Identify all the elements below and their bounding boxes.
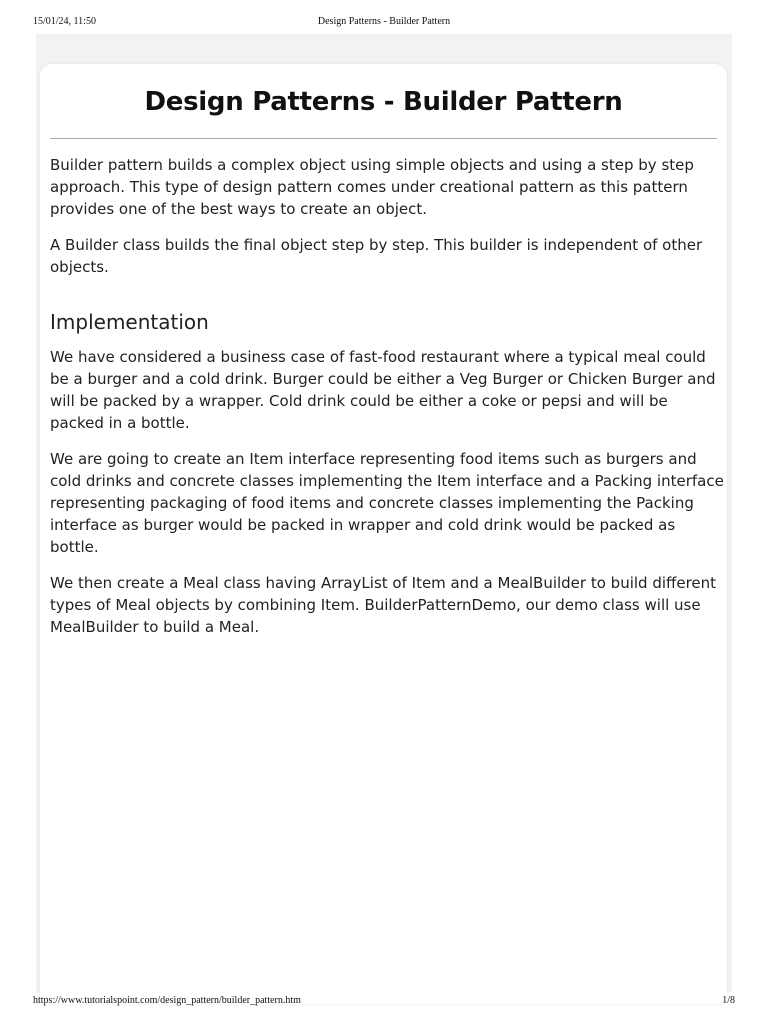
print-header — [0, 16, 768, 30]
page-title: Design Patterns - Builder Pattern — [144, 87, 623, 117]
intro-paragraph: Builder pattern builds a complex object using simple objects and using a step by step approach. This type of design pattern comes under creational pattern as this pattern provides one of the best ways to create an object. — [50, 156, 694, 218]
article-body — [50, 154, 726, 652]
section-heading-implementation: Implementation — [50, 310, 209, 334]
print-footer — [0, 995, 768, 1009]
intro-paragraph: A Builder class builds the final object step by step. This builder is independent of other objects. — [50, 236, 703, 276]
print-datetime: 15/01/24, 11:50 — [33, 16, 96, 27]
section-paragraph: We then create a Meal class having ArrayList of Item and a MealBuilder to build different types of Meal objects by combining Item. BuilderPatternDemo, our demo class will use MealBuilder to build a Meal. — [50, 574, 717, 636]
section-paragraph: We are going to create an Item interface representing food items such as burgers and cold drinks and concrete classes implementing the Item interface and a Packing interface representing packaging of food items and concrete classes implementing the Packing interface as burger would be packed in wrapper and cold drink would be packed as bottle. — [50, 450, 724, 556]
title-divider — [50, 138, 717, 139]
section-paragraph: We have considered a business case of fast-food restaurant where a typical meal could be a burger and a cold drink. Burger could be either a Veg Burger or Chicken Burger and will be packed by a wrapper. Cold drink could be either a coke or pepsi and will be packed in a bottle. — [50, 348, 716, 432]
print-url: https://www.tutorialspoint.com/design_pattern/builder_pattern.htm — [33, 995, 301, 1006]
print-doc-title: Design Patterns - Builder Pattern — [317, 16, 451, 27]
page-indicator: 1/8 — [722, 995, 735, 1006]
